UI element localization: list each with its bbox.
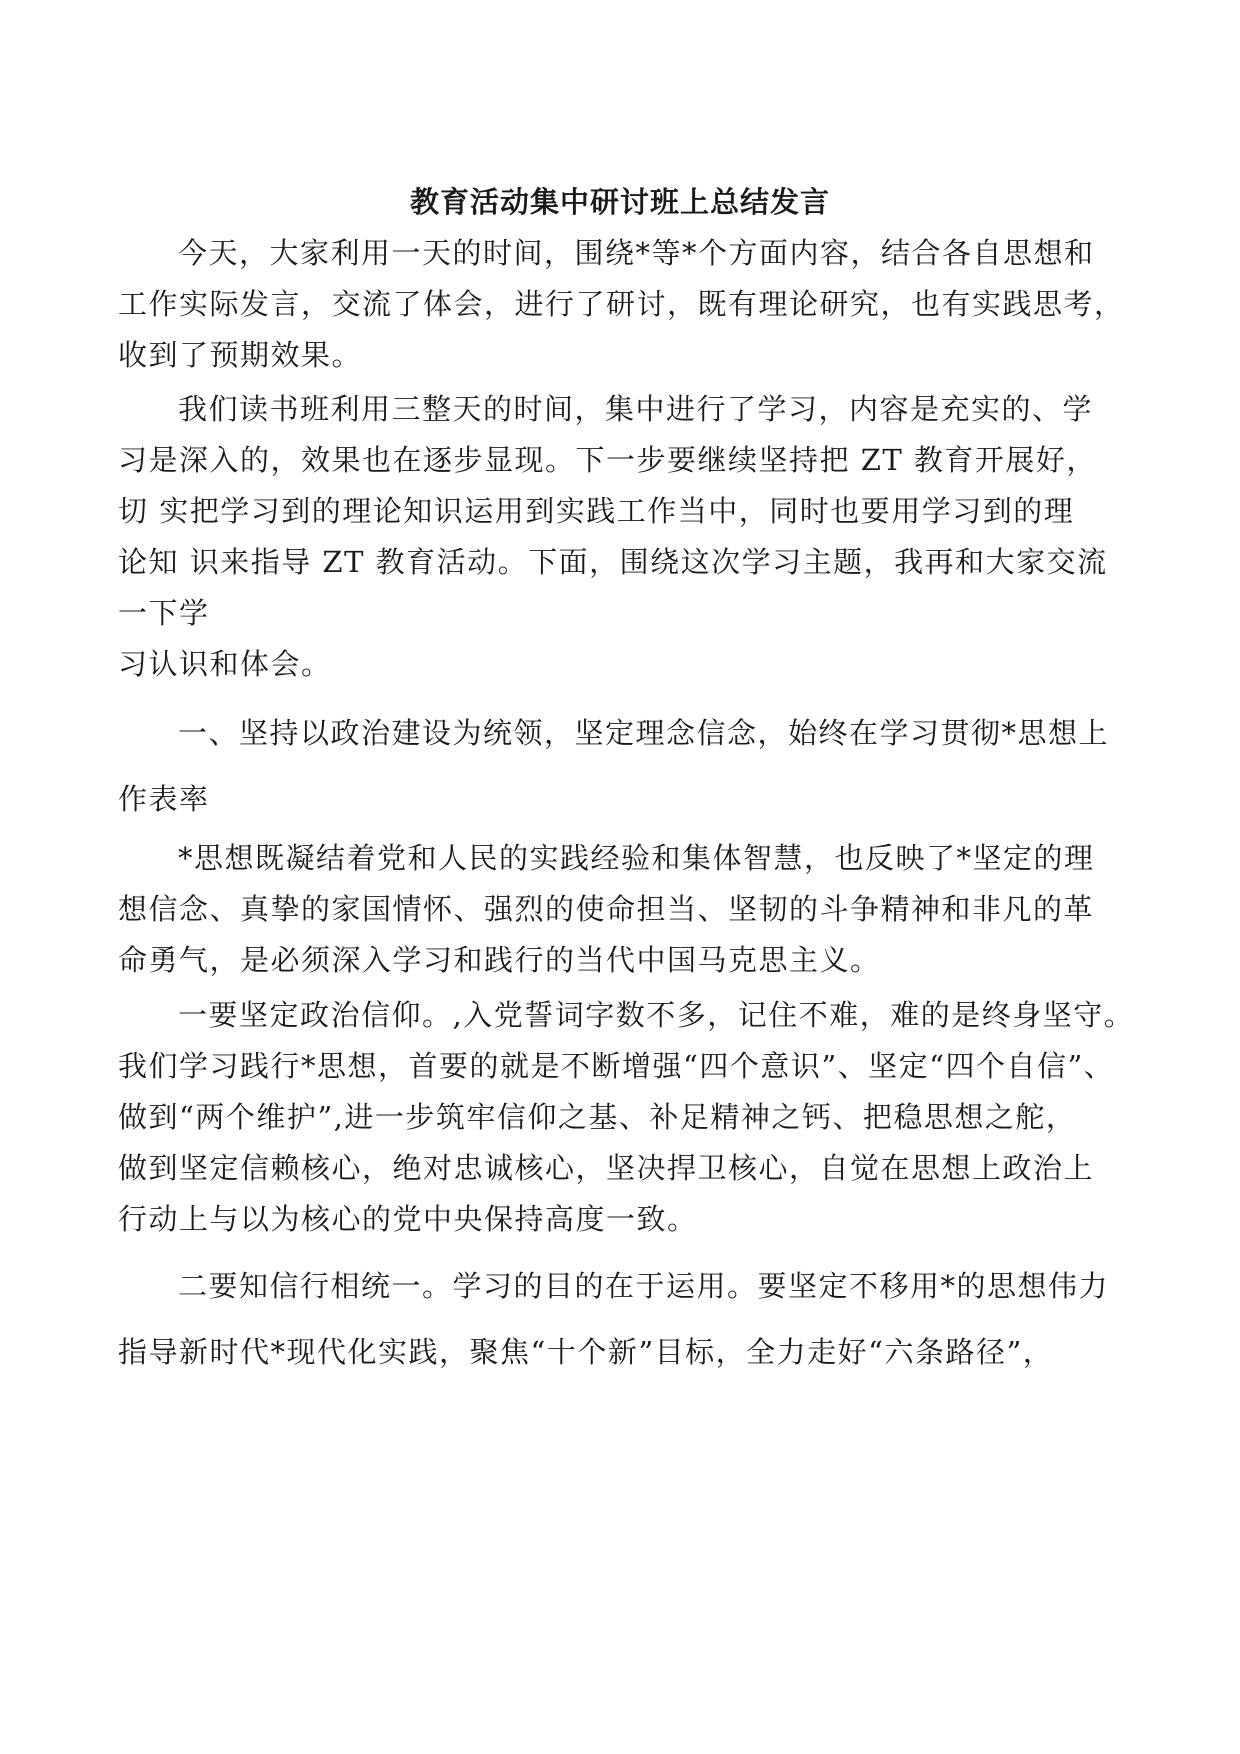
text-line: 作表率 bbox=[118, 782, 210, 816]
text-line: 工作实际发言，交流了体会，进行了研讨，既有理论研究，也有实践思考， bbox=[118, 287, 1125, 321]
text-line: 行动上与以为核心的党中央保持高度一致。 bbox=[118, 1202, 698, 1236]
paragraph-knowledge-action bbox=[118, 1253, 1128, 1385]
text-line: *思想既凝结着党和人民的实践经验和集体智慧，也反映了*坚定的理 bbox=[178, 841, 1095, 875]
section-heading-1 bbox=[118, 700, 1128, 832]
text-line: 切 实把学习到的理论知识运用到实践工作当中，同时也要用学习到的理 bbox=[118, 494, 1075, 528]
text-line: 习认识和体会。 bbox=[118, 647, 332, 681]
text-line: 二要知信行相统一。学习的目的在于运用。要坚定不移用*的思想伟力 bbox=[178, 1269, 1110, 1303]
text-line: 做到“两个维护”,进一步筑牢信仰之基、补足精神之钙、把稳思想之舵， bbox=[118, 1100, 1077, 1134]
text-line: 我们读书班利用三整天的时间，集中进行了学习，内容是充实的、学 bbox=[178, 392, 1094, 426]
text-line: 想信念、真挚的家国情怀、强烈的使命担当、坚韧的斗争精神和非凡的革 bbox=[118, 892, 1095, 926]
document-title: 教育活动集中研讨班上总结发言 bbox=[409, 185, 830, 219]
text-line: 收到了预期效果。 bbox=[118, 338, 363, 372]
text-line: 我们学习践行*思想，首要的就是不断增强“四个意识”、坚定“四个自信”、 bbox=[118, 1049, 1115, 1083]
text-line: 一要坚定政治信仰。,入党誓词字数不多，记住不难，难的是终身坚守。 bbox=[178, 998, 1135, 1032]
paragraph-reading-class bbox=[118, 384, 1128, 690]
text-line: 习是深入的，效果也在逐步显现。下一步要继续坚持把 ZT 教育开展好， bbox=[118, 443, 1097, 477]
paragraph-thought bbox=[118, 833, 1128, 986]
text-line: 指导新时代*现代化实践，聚焦“十个新”目标，全力走好“六条路径”， bbox=[118, 1335, 1054, 1369]
text-line: 今天，大家利用一天的时间，围绕*等*个方面内容，结合各自思想和 bbox=[178, 236, 1095, 270]
text-line: 一下学 bbox=[118, 596, 210, 630]
text-line: 命勇气，是必须深入学习和践行的当代中国马克思主义。 bbox=[118, 943, 881, 977]
paragraph-political-belief bbox=[118, 990, 1135, 1245]
paragraph-intro bbox=[118, 228, 1128, 381]
text-line: 做到坚定信赖核心，绝对忠诚核心，坚决捍卫核心，自觉在思想上政治上 bbox=[118, 1151, 1095, 1185]
text-line: 论知 识来指导 ZT 教育活动。下面，围绕这次学习主题，我再和大家交流 bbox=[118, 545, 1108, 579]
text-line: 一、坚持以政治建设为统领，坚定理念信念，始终在学习贯彻*思想上 bbox=[178, 716, 1110, 750]
